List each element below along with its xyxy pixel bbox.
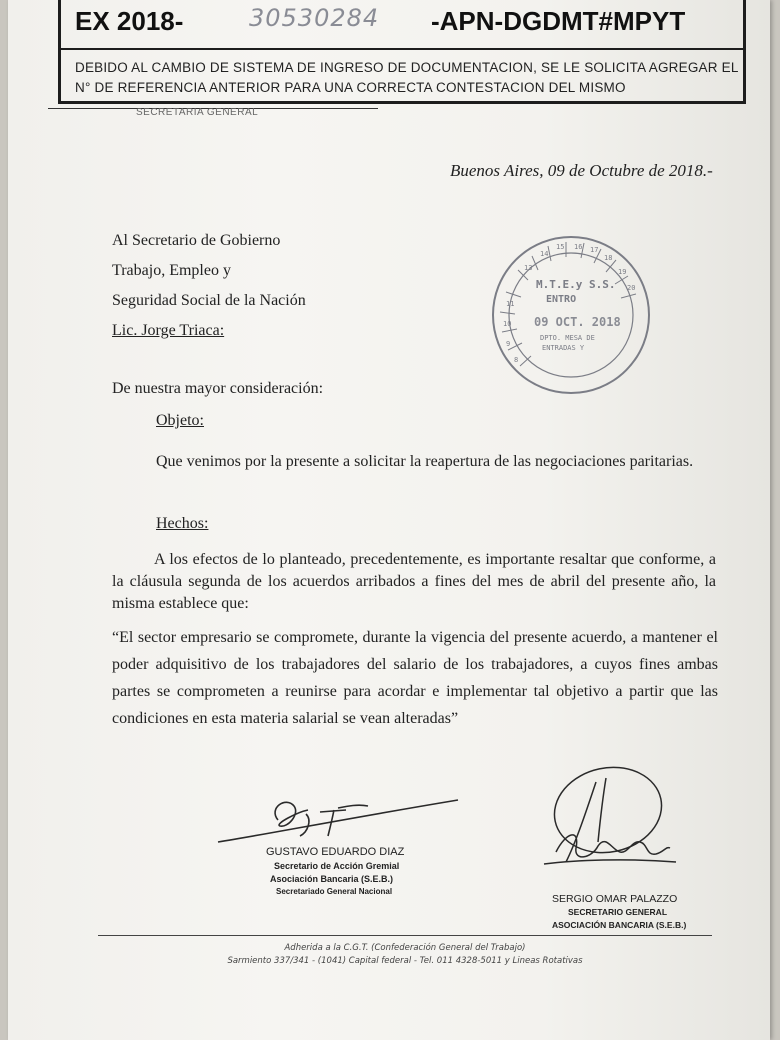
recipient-line-3: Seguridad Social de la Nación <box>112 292 306 309</box>
stamp-org: M.T.E.y S.S. <box>536 278 616 291</box>
svg-text:16: 16 <box>574 243 583 251</box>
expediente-suffix: -APN-DGDMT#MPYT <box>431 6 686 36</box>
signature-palazzo <box>536 762 686 892</box>
svg-text:15: 15 <box>556 243 565 251</box>
recipient-line-1: Al Secretario de Gobierno <box>112 232 281 249</box>
signatory-2-name: SERGIO OMAR PALAZZO <box>552 893 678 905</box>
hechos-heading: Hechos: <box>156 515 209 532</box>
salutation: De nuestra mayor consideración: <box>112 380 324 397</box>
footer-line-1: Adherida a la C.G.T. (Confederación General del Trabajo) <box>284 943 526 953</box>
notice-line-1: DEBIDO AL CAMBIO DE SISTEMA DE INGRESO DE DOCUMENTACION, SE LE SOLICITA AGREGAR EL <box>75 60 739 75</box>
signatory-1-name: GUSTAVO EDUARDO DIAZ <box>266 846 405 858</box>
hechos-text <box>112 549 716 615</box>
letter-date: Buenos Aires, 09 de Octubre de 2018.- <box>450 161 713 180</box>
objeto-text: Que venimos por la presente a solicitar la reapertura de las negociaciones paritarias. <box>156 453 694 470</box>
svg-text:20: 20 <box>627 284 636 292</box>
svg-text:11: 11 <box>506 300 515 308</box>
svg-text:8: 8 <box>514 356 519 364</box>
expediente-row <box>61 0 743 50</box>
signatory-2-org: ASOCIACIÓN BANCARIA (S.E.B.) <box>552 920 687 930</box>
footer-line-2: Sarmiento 337/341 - (1041) Capital federal - Tel. 011 4328-5011 y Lineas Rotativas <box>227 956 583 966</box>
recipient-name: Lic. Jorge Triaca: <box>112 322 225 339</box>
svg-text:14: 14 <box>540 250 549 258</box>
svg-text:10: 10 <box>503 320 512 328</box>
stamp-line-5: ENTRADAS Y <box>542 344 585 352</box>
svg-text:9: 9 <box>506 340 511 348</box>
document-page <box>8 0 770 1040</box>
notice-line-2: N° DE REFERENCIA ANTERIOR PARA UNA CORRECTA CONTESTACION DEL MISMO <box>75 80 626 95</box>
stamp-line-4: DPTO. MESA DE <box>540 334 595 342</box>
svg-text:17: 17 <box>590 246 599 254</box>
svg-text:18: 18 <box>604 254 613 262</box>
svg-text:13: 13 <box>524 264 533 272</box>
signatory-2-role: SECRETARIO GENERAL <box>568 907 668 917</box>
objeto-heading: Objeto: <box>156 412 204 429</box>
reference-notice <box>75 58 745 98</box>
clause-quote: “El sector empresario se compromete, durante la vigencia del presente acuerdo, a mantener el poder adquisitivo de los trabajadores del salario de los trabajadores, a cuyos fines ambas partes se comprometen a reunirse para acordar e implementar tal objetivo a partir que las condiciones en esta materia salarial se vean alteradas” <box>112 629 718 727</box>
reference-box <box>58 0 746 104</box>
reception-stamp <box>488 230 654 400</box>
hechos-text-content: A los efectos de lo planteado, precedentemente, es importante resaltar que conforme, a la cláusula segunda de los acuerdos arribados a fines del mes de abril del presente año, la misma establece que: <box>112 551 716 612</box>
signature-diaz <box>208 790 468 850</box>
letterhead-subhead: SECRETARIA GENERAL <box>136 107 259 118</box>
expediente-number: 30530284 <box>249 4 380 32</box>
signatory-1-org: Asociación Bancaria (S.E.B.) <box>270 874 394 884</box>
recipient-line-2: Trabajo, Empleo y <box>112 262 231 279</box>
stamp-date: 09 OCT. 2018 <box>534 315 621 329</box>
footer-rule <box>98 935 712 936</box>
expediente-prefix: EX 2018- <box>75 6 184 36</box>
signatory-1-role: Secretario de Acción Gremial <box>274 861 400 871</box>
svg-text:19: 19 <box>618 268 627 276</box>
stamp-status: ENTRO <box>546 294 577 305</box>
signatory-1-dept: Secretariado General Nacional <box>276 887 393 896</box>
